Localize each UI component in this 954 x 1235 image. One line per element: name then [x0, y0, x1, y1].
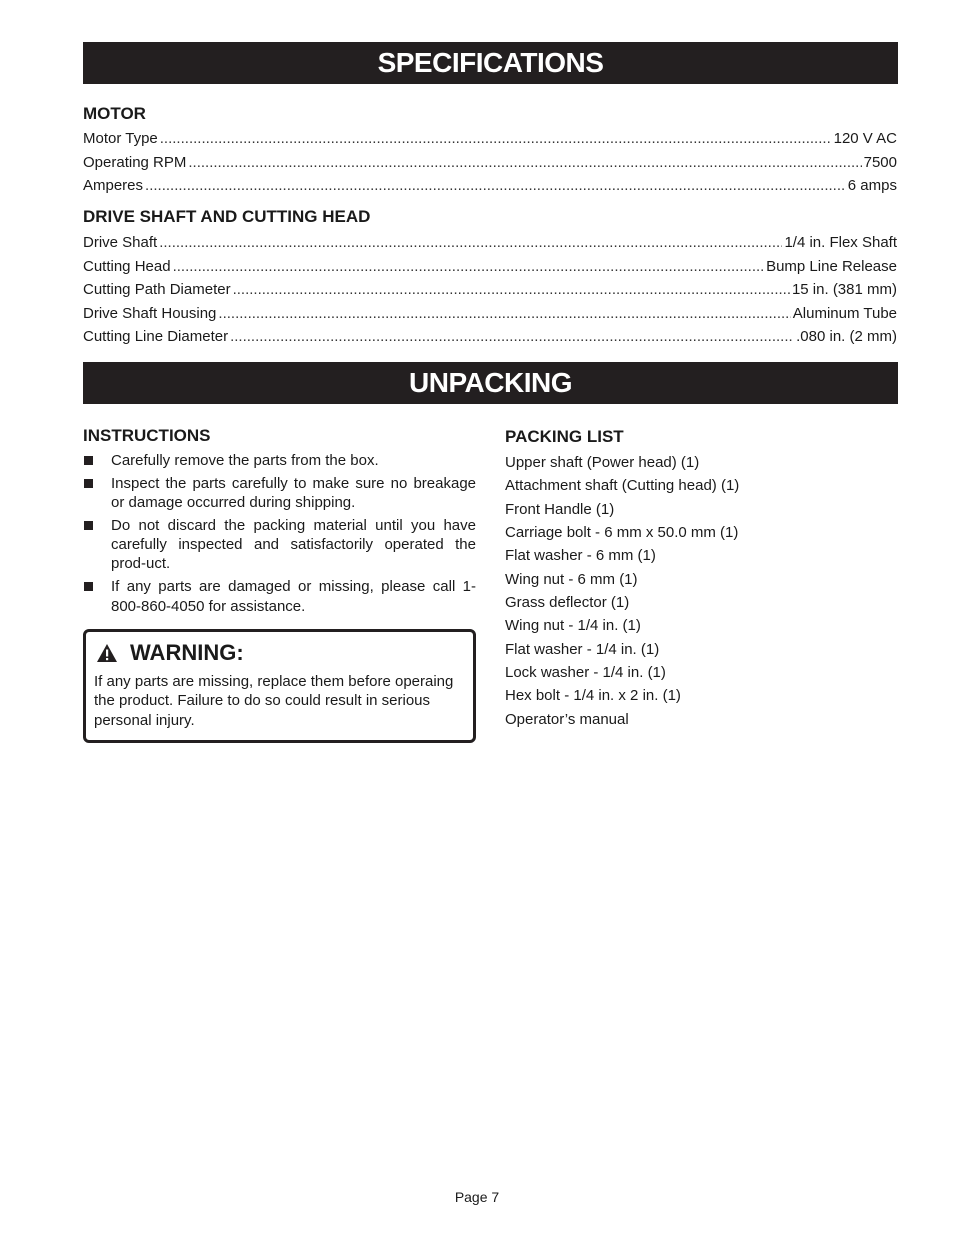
spec-label: Cutting Line Diameter: [83, 328, 229, 345]
spec-label: Cutting Head: [83, 257, 171, 275]
list-item: Upper shaft (Power head) (1): [505, 454, 700, 471]
list-item: Grass deflector (1): [505, 594, 630, 612]
list-item: Operator’s manual: [505, 710, 629, 728]
spec-value: 1/4 in. Flex Shaft: [784, 234, 897, 251]
leader-dots: [218, 302, 790, 326]
drive-spec-list: [83, 231, 897, 349]
spec-row: [83, 174, 897, 198]
spec-value: 120 V AC: [833, 130, 897, 147]
instructions-heading: INSTRUCTIONS: [83, 426, 211, 445]
list-item: Flat washer - 1/4 in. (1): [505, 640, 660, 658]
spec-value: 6 amps: [847, 177, 897, 194]
specifications-title: SPECIFICATIONS: [377, 47, 604, 78]
list-item: Front Handle (1): [505, 500, 615, 518]
list-item: [83, 577, 476, 616]
unpacking-title: UNPACKING: [409, 367, 572, 398]
leader-dots: [160, 127, 832, 151]
bullet-square-icon: [84, 456, 93, 465]
bullet-square-icon: [84, 521, 93, 530]
spec-row: [83, 151, 897, 175]
leader-dots: [230, 325, 794, 349]
instruction-text: Inspect the parts carefully to make sure no breakage or damage occurred during shipping.: [111, 474, 476, 512]
drive-heading: DRIVE SHAFT AND CUTTING HEAD: [83, 207, 371, 226]
warning-box: [83, 629, 476, 743]
spec-label: Motor Type: [83, 130, 158, 147]
spec-label: Amperes: [83, 177, 144, 194]
spec-value: Bump Line Release: [766, 257, 897, 275]
warning-triangle-icon: [96, 643, 118, 663]
unpacking-banner: [83, 362, 898, 404]
warning-title: [96, 640, 244, 666]
list-item: Attachment shaft (Cutting head) (1): [505, 477, 740, 495]
list-item: Carriage bolt - 6 mm x 50.0 mm (1): [505, 524, 739, 542]
instruction-text: Carefully remove the parts from the box.: [111, 452, 379, 469]
list-item: Wing nut - 6 mm (1): [505, 570, 638, 588]
page-number: Page 7: [454, 1189, 500, 1205]
spec-row: [83, 325, 897, 349]
leader-dots: [159, 231, 782, 255]
motor-heading: MOTOR: [83, 104, 146, 123]
spec-value: .080 in. (2 mm): [796, 328, 897, 345]
leader-dots: [173, 255, 765, 279]
list-item: [83, 451, 476, 470]
spec-row: [83, 278, 897, 302]
spec-row: [83, 255, 897, 279]
leader-dots: [188, 151, 861, 175]
spec-label: Operating RPM: [83, 153, 187, 171]
list-item: Lock washer - 1/4 in. (1): [505, 664, 666, 682]
spec-value: 7500: [863, 153, 897, 171]
spec-row: [83, 127, 897, 151]
specifications-banner: [83, 42, 898, 84]
spec-value: 15 in. (381 mm): [791, 281, 897, 298]
warning-label: WARNING:: [130, 640, 244, 665]
list-item: Flat washer - 6 mm (1): [505, 547, 656, 565]
warning-text: If any parts are missing, replace them before operaing the product. Failure to do so could result in serious personal injury.: [94, 673, 454, 729]
leader-dots: [233, 278, 790, 302]
list-item: [83, 516, 476, 574]
spec-label: Cutting Path Diameter: [83, 281, 231, 298]
instructions-list: [83, 451, 476, 619]
instruction-text: Do not discard the packing material until you have carefully inspected and satisfactorily operated the prod-uct.: [111, 516, 476, 573]
list-item: Hex bolt - 1/4 in. x 2 in. (1): [505, 687, 681, 705]
list-item: Wing nut - 1/4 in. (1): [505, 617, 641, 635]
spec-label: Drive Shaft Housing: [83, 304, 217, 322]
list-item: [83, 474, 476, 513]
leader-dots: [145, 174, 846, 198]
bullet-square-icon: [84, 479, 93, 488]
spec-row: [83, 302, 897, 326]
packing-list: [505, 451, 739, 731]
instruction-text: If any parts are damaged or missing, please call 1-800-860-4050 for assistance.: [111, 578, 476, 615]
spec-row: [83, 231, 897, 255]
spec-label: Drive Shaft: [83, 234, 158, 251]
spec-value: Aluminum Tube: [792, 304, 897, 322]
packing-list-heading: PACKING LIST: [505, 427, 624, 446]
motor-spec-list: [83, 127, 897, 198]
bullet-square-icon: [84, 582, 93, 591]
